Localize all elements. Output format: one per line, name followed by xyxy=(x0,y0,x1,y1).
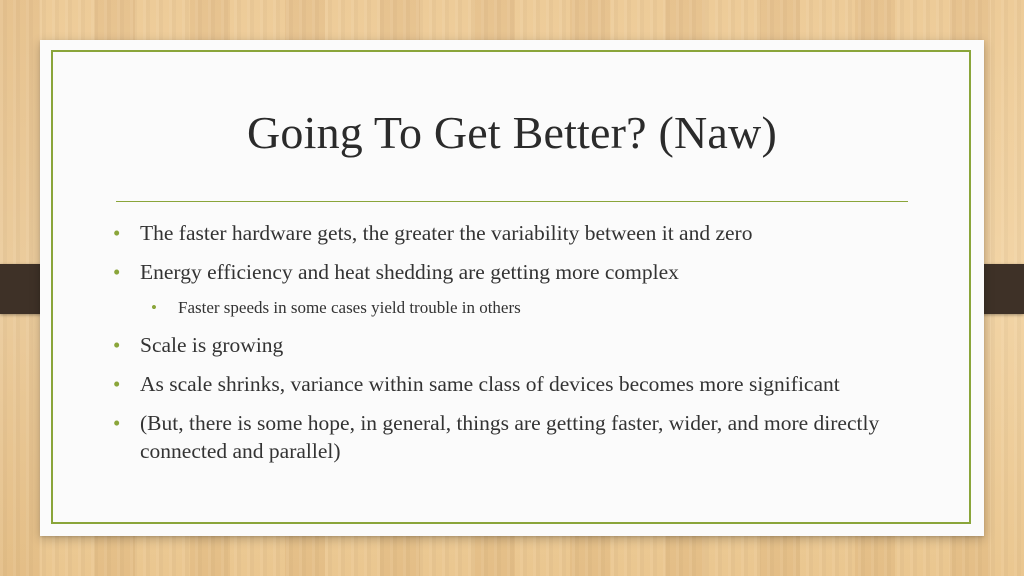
bullet-text: Faster speeds in some cases yield trouble in others xyxy=(178,298,521,317)
bullet-text: Scale is growing xyxy=(140,333,284,357)
bullet-item xyxy=(113,409,893,465)
bullet-text: As scale shrinks, variance within same class of devices becomes more significant xyxy=(140,372,840,396)
bullet-item xyxy=(113,258,893,286)
slide-title: Going To Get Better? (Naw) xyxy=(247,107,777,158)
bullet-item xyxy=(113,370,893,398)
bullet-dot-icon: • xyxy=(151,298,157,317)
bullet-item xyxy=(113,331,893,359)
bullet-dot-icon: • xyxy=(113,221,121,245)
title-divider xyxy=(116,201,908,202)
bullet-list xyxy=(113,219,893,476)
sub-bullet-item xyxy=(151,297,893,319)
bullet-dot-icon: • xyxy=(113,411,121,435)
bullet-item xyxy=(113,219,893,247)
bullet-text: (But, there is some hope, in general, things are getting faster, wider, and more directly connected and parallel) xyxy=(140,411,880,463)
bullet-text: Energy efficiency and heat shedding are getting more complex xyxy=(140,260,679,284)
bullet-dot-icon: • xyxy=(113,333,121,357)
bullet-dot-icon: • xyxy=(113,260,121,284)
slide-card xyxy=(40,40,984,536)
bullet-text: The faster hardware gets, the greater the variability between it and zero xyxy=(140,221,753,245)
bullet-dot-icon: • xyxy=(113,372,121,396)
